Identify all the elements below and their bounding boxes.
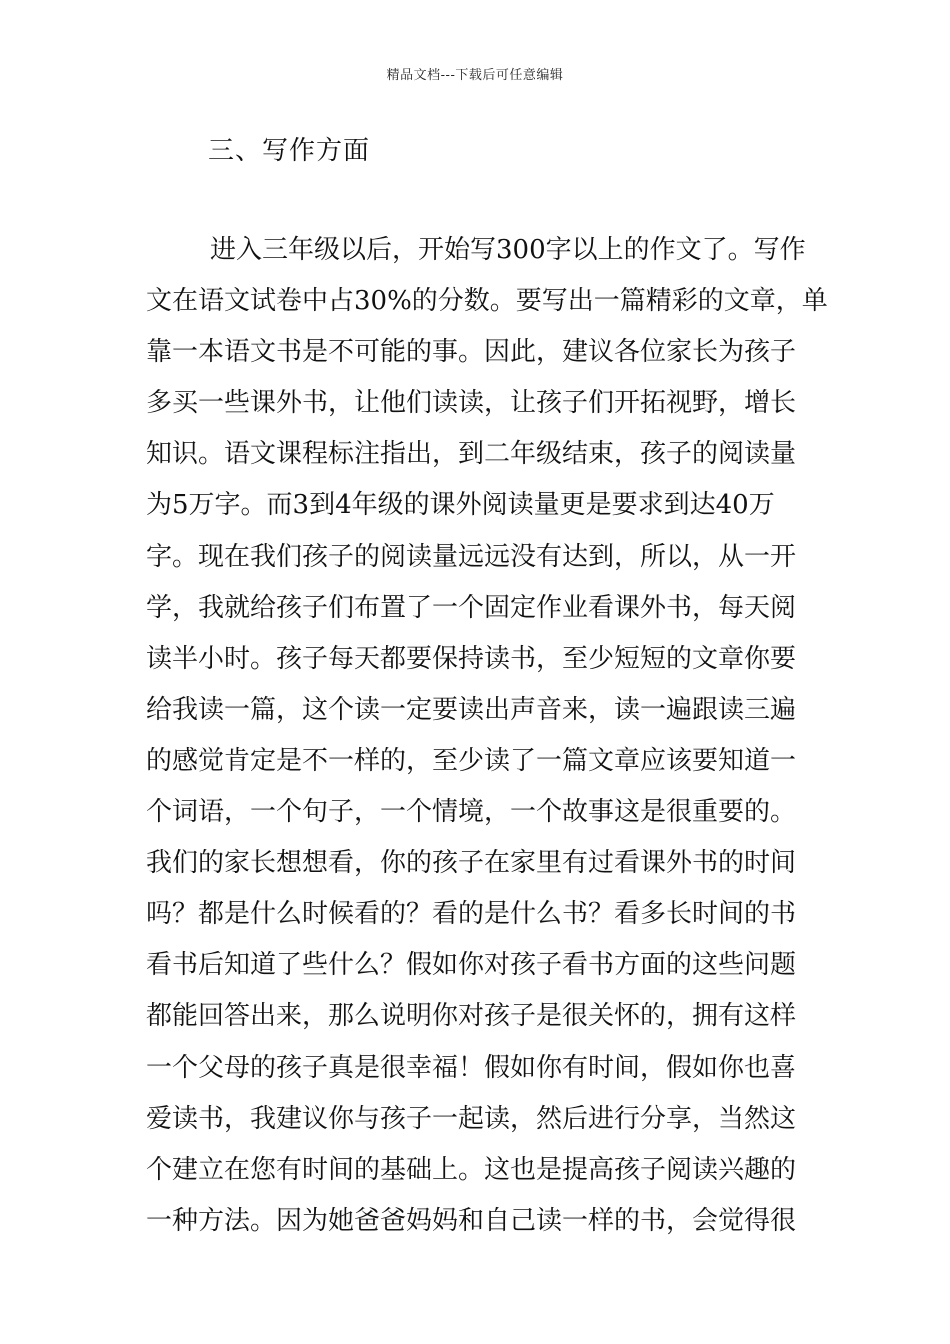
paragraph-line: 个词语，一个句子，一个情境，一个故事这是很重要的。 [146,797,797,828]
paragraph-line: 都能回答出来，那么说明你对孩子是很关怀的，拥有这样 [146,1001,797,1032]
paragraph-line: 读半小时。孩子每天都要保持读书，至少短短的文章你要 [146,643,797,674]
paragraph-line: 一个父母的孩子真是很幸福！假如你有时间，假如你也喜 [146,1052,797,1083]
paragraph-line: 的感觉肯定是不一样的，至少读了一篇文章应该要知道一 [146,745,797,776]
paragraph-line: 知识。语文课程标注指出，到二年级结束，孩子的阅读量 [146,439,797,470]
paragraph-line: 靠一本语文书是不可能的事。因此，建议各位家长为孩子 [146,337,797,368]
paragraph-line: 学，我就给孩子们布置了一个固定作业看课外书，每天阅 [146,592,797,623]
section-heading: 三、写作方面 [208,136,371,166]
paragraph-line: 多买一些课外书，让他们读读，让孩子们开拓视野，增长 [146,388,797,419]
paragraph-line: 一种方法。因为她爸爸妈妈和自己读一样的书，会觉得很 [146,1205,797,1236]
paragraph-line: 个建立在您有时间的基础上。这也是提高孩子阅读兴趣的 [146,1154,797,1185]
page-header: 精品文档---下载后可任意编辑 [386,68,564,83]
paragraph-line: 给我读一篇，这个读一定要读出声音来，读一遍跟读三遍 [146,694,797,725]
paragraph-line: 爱读书，我建议你与孩子一起读，然后进行分享，当然这 [146,1103,797,1134]
body-paragraph [146,228,828,1250]
paragraph-line: 为5万字。而3到4年级的课外阅读量更是要求到达40万 [146,490,775,521]
paragraph-line: 进入三年级以后，开始写300字以上的作文了。写作 [210,235,806,265]
paragraph-line: 吗？都是什么时候看的？看的是什么书？看多长时间的书 [146,899,797,930]
paragraph-line: 我们的家长想想看，你的孩子在家里有过看课外书的时间 [146,848,797,879]
paragraph-line: 看书后知道了些什么？假如你对孩子看书方面的这些问题 [146,950,797,981]
paragraph-line: 文在语文试卷中占30%的分数。要写出一篇精彩的文章，单 [146,286,828,317]
paragraph-line: 字。现在我们孩子的阅读量远远没有达到，所以，从一开 [146,541,797,572]
